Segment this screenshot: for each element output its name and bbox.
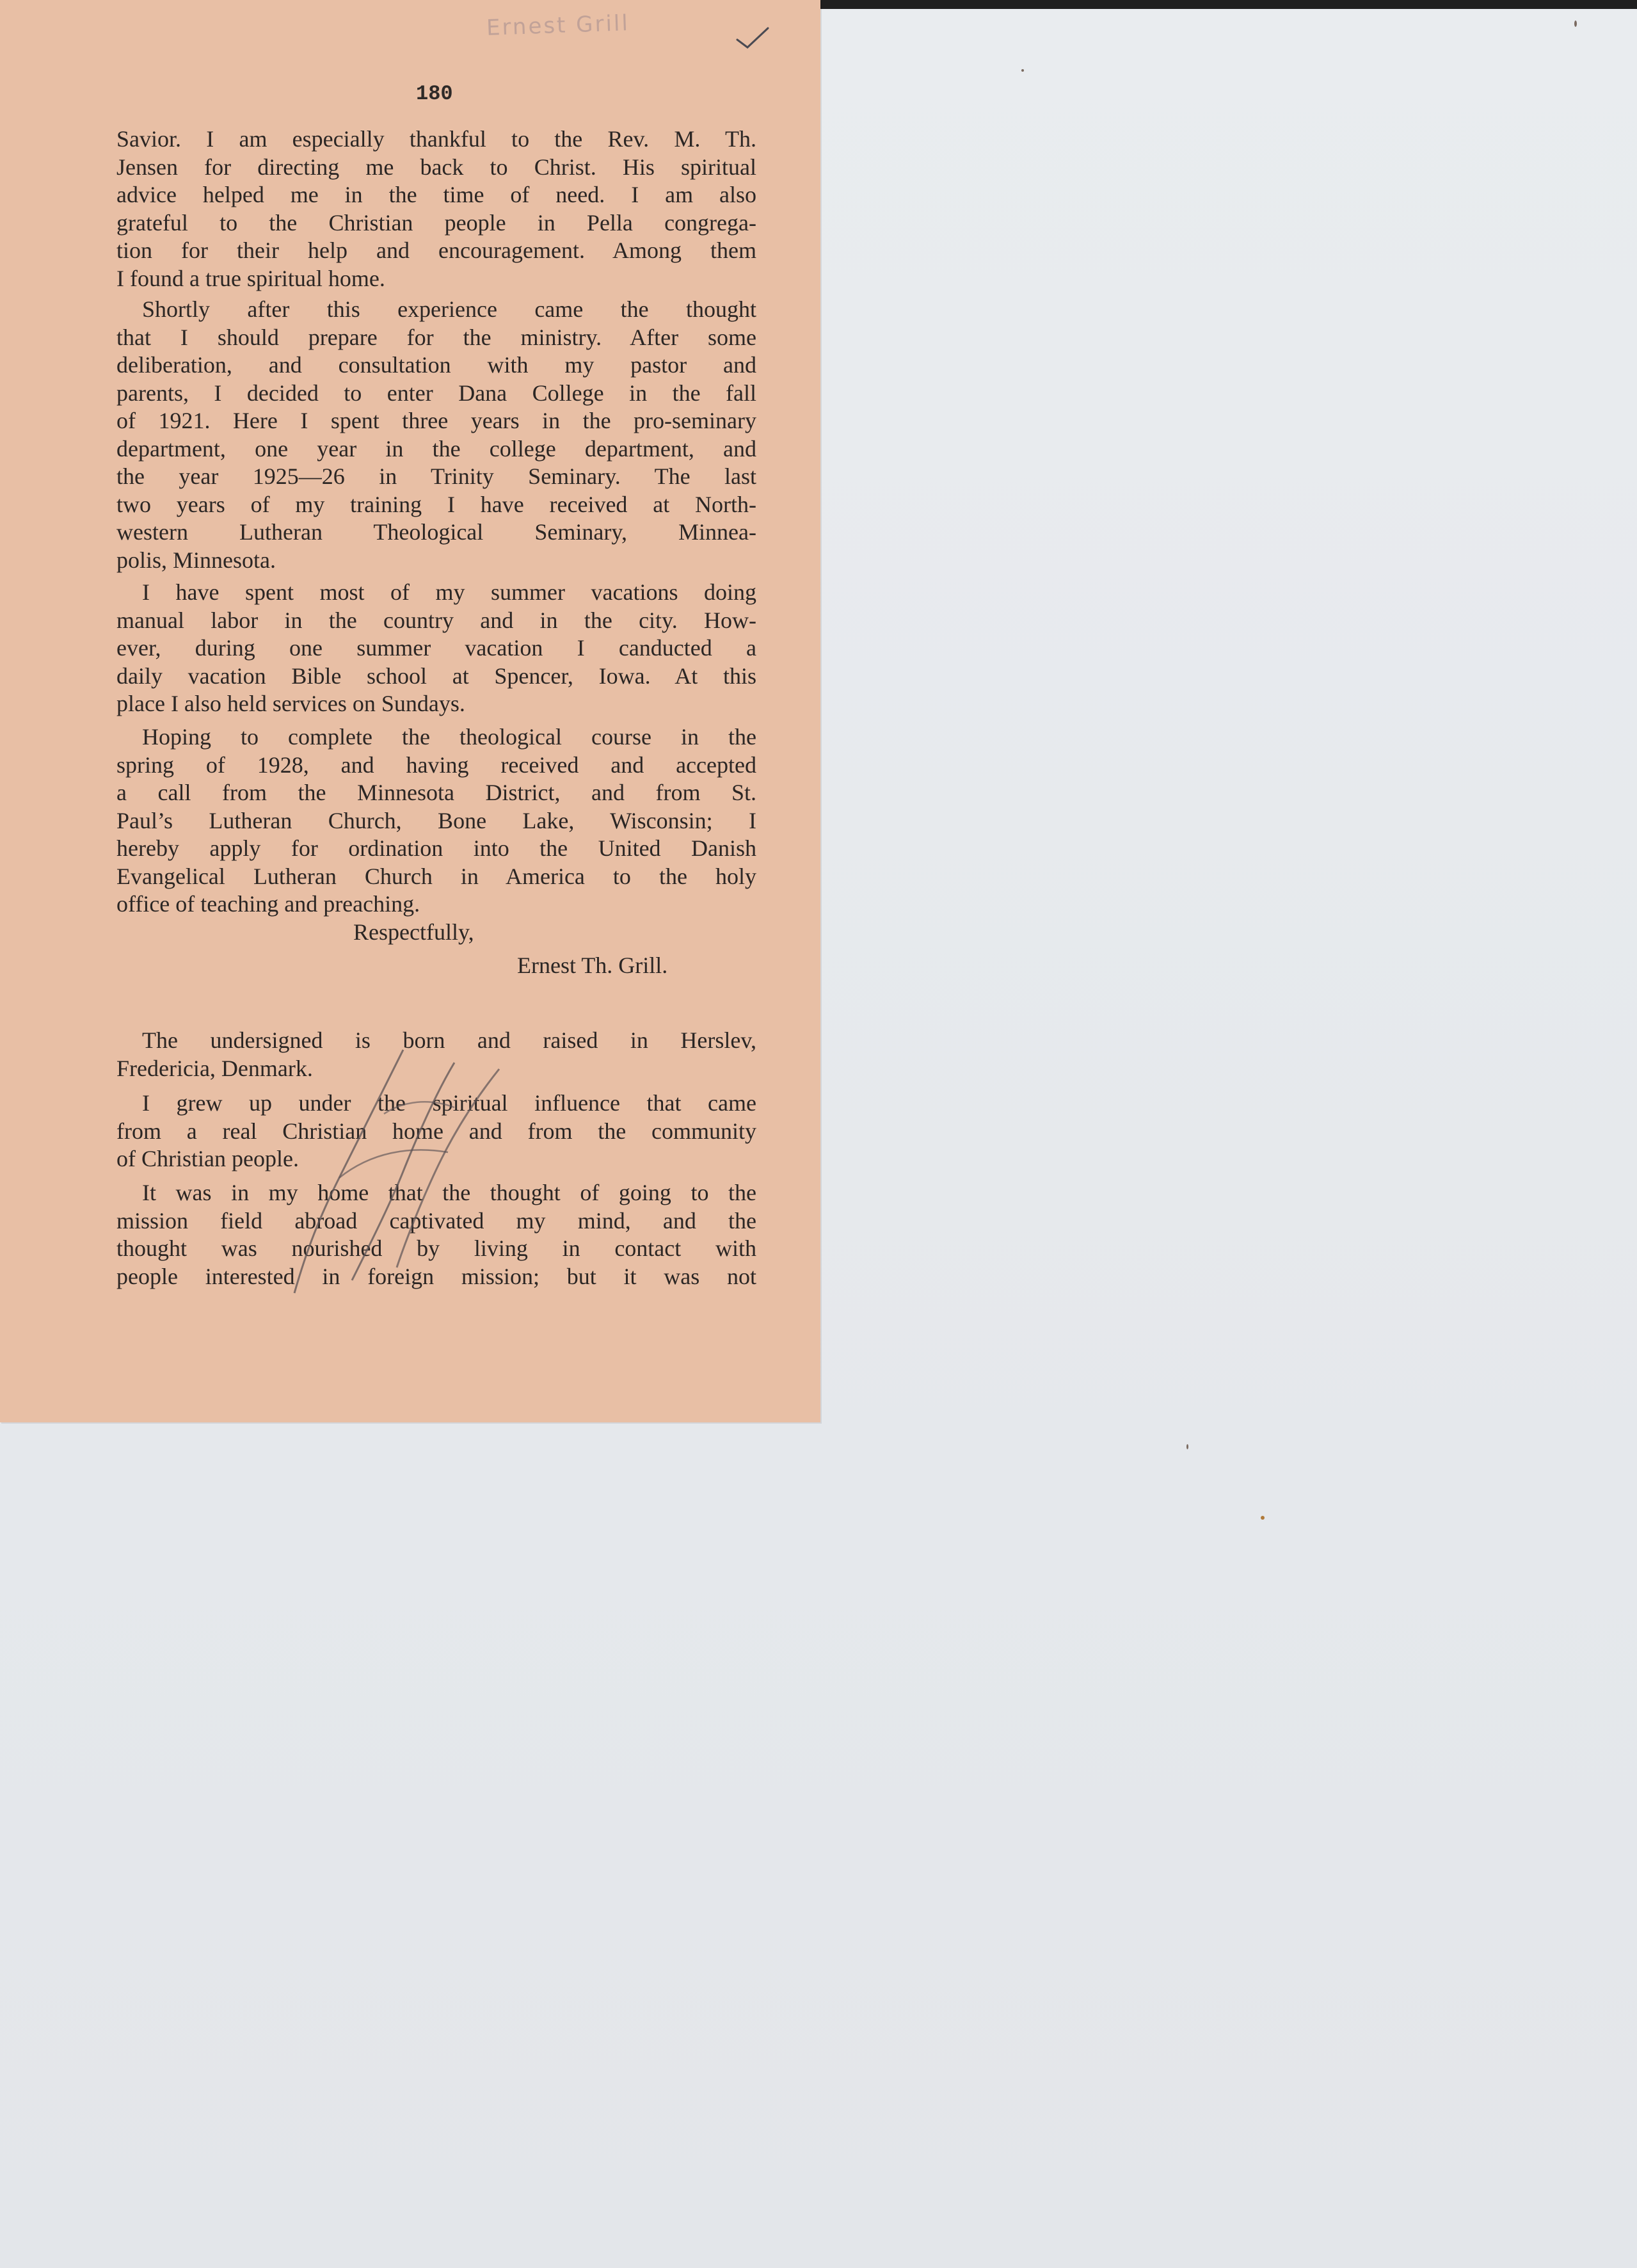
text-line: of Christian people. (116, 1146, 299, 1171)
text-line: Savior. I am especially thankful to the Rev. M. Th. (116, 126, 756, 152)
section-1-text (116, 296, 756, 574)
text-line: grateful to the Christian people in Pella congrega- (116, 209, 756, 236)
text-line: polis, Minnesota. (116, 547, 276, 573)
paragraph (116, 1179, 756, 1291)
text-line: The undersigned is born and raised in Herslev, (142, 1027, 756, 1053)
text-line: Paul’s Lutheran Church, Bone Lake, Wisconsin; I (116, 807, 756, 833)
signed-name: Ernest Th. Grill. (517, 953, 668, 978)
text-line: that I should prepare for the ministry. After some (116, 324, 756, 350)
pencil-annotation: Ernest Grill (486, 10, 630, 41)
text-line: western Lutheran Theological Seminary, Minnea- (116, 519, 756, 545)
text-line: mission field abroad captivated my mind, and the (116, 1207, 756, 1234)
paragraph (116, 723, 756, 919)
text-line: tion for their help and encouragement. Among them (116, 237, 756, 263)
text-line: I grew up under the spiritual influence that came (142, 1090, 756, 1116)
section-1-text (116, 579, 756, 718)
section-1-text (116, 723, 756, 919)
paragraph (116, 1090, 756, 1173)
text-line: advice helped me in the time of need. I am also (116, 182, 756, 207)
text-line: from a real Christian home and from the community (116, 1118, 756, 1144)
text-line: two years of my training I have received at North- (116, 491, 756, 517)
text-line: spring of 1928, and having received and accepted (116, 752, 756, 778)
text-line: ever, during one summer vacation I canducted a (116, 635, 756, 661)
text-line: thought was nourished by living in contact with (116, 1235, 756, 1261)
text-line: Evangelical Lutheran Church in America to the holy (116, 863, 756, 889)
text-line: I have spent most of my summer vacations doing (142, 579, 756, 605)
text-line: the year 1925—26 in Trinity Seminary. The last (116, 463, 756, 489)
text-line: people interested in foreign mission; but it was not (116, 1263, 756, 1289)
text-line: office of teaching and preaching. (116, 891, 420, 917)
paragraph (116, 1027, 756, 1082)
text-line: Fredericia, Denmark. (116, 1055, 313, 1081)
text-line: Hoping to complete the theological course in the (142, 724, 756, 750)
text-line: department, one year in the college department, and (116, 435, 756, 462)
check-mark-icon (736, 26, 769, 51)
text-line: parents, I decided to enter Dana College in the fall (116, 380, 756, 406)
text-line: daily vacation Bible school at Spencer, Iowa. At this (116, 663, 756, 689)
section-2-text (116, 1090, 756, 1173)
dust-speck (1574, 20, 1577, 27)
section-2-text (116, 1027, 756, 1082)
paragraph (116, 296, 756, 574)
text-line: of 1921. Here I spent three years in the pro-seminary (116, 408, 756, 433)
dust-speck (1021, 69, 1024, 72)
dust-speck (1261, 1516, 1265, 1520)
text-line: a call from the Minnesota District, and from St. (116, 780, 756, 805)
paragraph (116, 125, 756, 293)
text-line: deliberation, and consultation with my pastor and (116, 352, 756, 378)
text-line: manual labor in the country and in the city. How- (116, 607, 756, 633)
text-line: I found a true spiritual home. (116, 265, 385, 291)
section-2-text (116, 1179, 756, 1291)
text-line: Jensen for directing me back to Christ. His spiritual (116, 154, 756, 180)
closing-salutation: Respectfully, (353, 919, 474, 945)
paragraph (116, 579, 756, 718)
section-1-text (116, 125, 756, 293)
text-line: It was in my home that the thought of going to the (142, 1180, 756, 1205)
text-line: Shortly after this experience came the thought (142, 296, 756, 322)
dust-speck (1186, 1444, 1188, 1449)
text-line: hereby apply for ordination into the United Danish (116, 835, 756, 861)
text-line: place I also held services on Sundays. (116, 691, 465, 716)
page-number: 180 (416, 82, 453, 106)
